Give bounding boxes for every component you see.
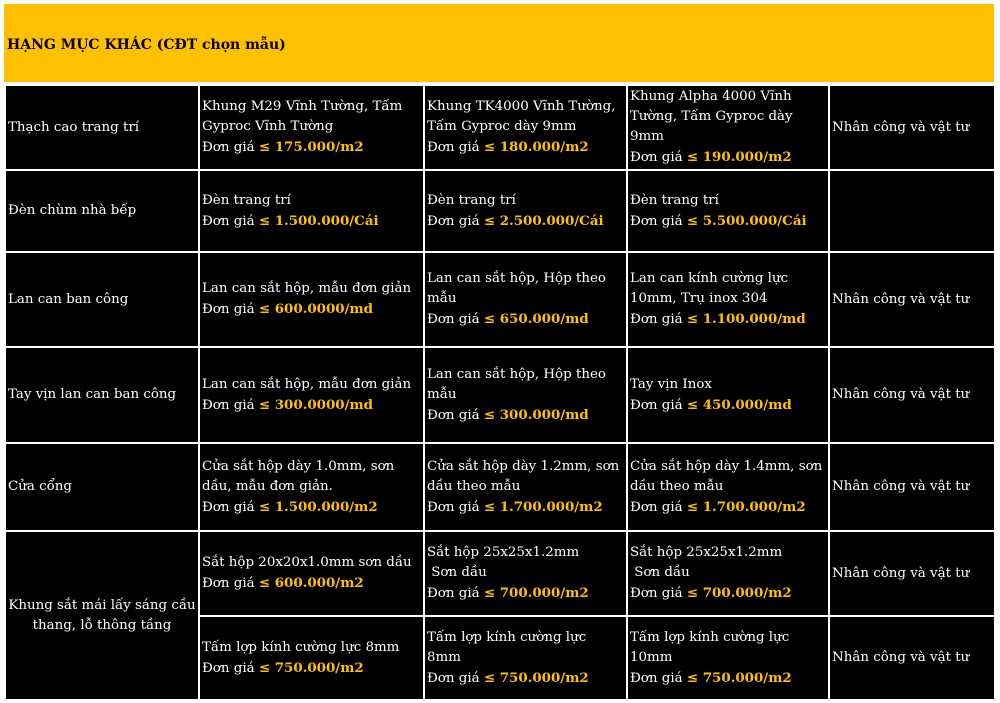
option-price: ≤ 300.0000/md [258, 396, 374, 413]
option-price: ≤ 1.700.000/m2 [483, 498, 603, 515]
option-price: ≤ 600.0000/md [258, 301, 374, 317]
option-price: ≤ 700.000/m2 [686, 585, 792, 601]
option-desc: Sắt hộp 25x25x1.2mm Sơn dầu [427, 545, 580, 580]
option-desc: Cửa sắt hộp dày 1.0mm, sơn dầu, mẫu đơn giản. [202, 458, 395, 494]
option-desc: Tấm lợp kính cường lực 8mm [202, 639, 400, 655]
option-cell [199, 347, 424, 443]
option-price: ≤ 650.000/md [483, 311, 589, 327]
note-cell: Nhân công và vật tư [829, 616, 995, 700]
table-row [5, 531, 995, 616]
option-cell [199, 531, 424, 616]
option-price: ≤ 175.000/m2 [258, 139, 364, 155]
table-row [5, 443, 995, 531]
section-title: HẠNG MỤC KHÁC (CĐT chọn mẫu) [7, 37, 286, 53]
option-cell [424, 347, 627, 443]
option-desc: Sắt hộp 25x25x1.2mm Sơn dầu [630, 545, 783, 580]
price-label: Đơn giá [427, 407, 480, 423]
category-cell: Tay vịn lan can ban công [5, 347, 199, 443]
option-desc: Khung Alpha 4000 Vĩnh Tường, Tấm Gyproc dày 9mm [630, 89, 793, 144]
option-desc: Lan can sắt hộp, mẫu đơn giản [202, 376, 412, 392]
price-label: Đơn giá [427, 312, 480, 327]
price-label: Đơn giá [427, 213, 480, 229]
price-label: Đơn giá [202, 397, 255, 413]
option-desc: Lan can kính cường lực 10mm, Trụ inox 304 [630, 271, 789, 306]
option-price: ≤ 750.000/m2 [258, 659, 364, 676]
table-row [5, 85, 995, 170]
category-cell: Thạch cao trang trí [5, 85, 199, 170]
price-label: Đơn giá [630, 312, 683, 327]
option-cell [199, 252, 424, 347]
price-label: Đơn giá [202, 660, 255, 676]
option-desc: Lan can sắt hộp, mẫu đơn giản [202, 281, 412, 296]
option-desc: Sắt hộp 20x20x1.0mm sơn dầu [202, 555, 412, 570]
option-cell [627, 531, 829, 616]
option-price: ≤ 1.500.000/Cái [258, 212, 379, 229]
option-cell [199, 170, 424, 252]
section-header [4, 4, 994, 82]
price-label: Đơn giá [630, 586, 683, 601]
price-label: Đơn giá [202, 302, 255, 317]
price-label: Đơn giá [427, 586, 480, 601]
option-cell [424, 616, 627, 700]
option-price: ≤ 1.100.000/md [686, 311, 806, 327]
option-cell [627, 347, 829, 443]
price-label: Đơn giá [427, 499, 480, 515]
note-cell: Nhân công và vật tư [829, 252, 995, 347]
option-cell [627, 170, 829, 252]
price-label: Đơn giá [202, 576, 255, 591]
price-label: Đơn giá [202, 213, 255, 229]
option-price: ≤ 1.700.000/m2 [686, 498, 806, 515]
option-price: ≤ 5.500.000/Cái [686, 212, 807, 229]
option-cell [199, 616, 424, 700]
option-desc: Tấm lợp kính cường lực 8mm [427, 629, 587, 665]
option-desc: Tay vịn Inox [630, 376, 712, 392]
option-price: ≤ 300.000/md [483, 406, 589, 423]
option-cell [627, 252, 829, 347]
option-price: ≤ 180.000/m2 [483, 139, 589, 155]
option-cell [627, 443, 829, 531]
price-label: Đơn giá [630, 150, 683, 165]
option-desc: Khung TK4000 Vĩnh Tường, Tấm Gyproc dày 9mm [427, 99, 616, 134]
option-cell [627, 616, 829, 700]
note-cell: Nhân công và vật tư [829, 531, 995, 616]
price-label: Đơn giá [630, 213, 683, 229]
price-table [4, 84, 996, 701]
option-cell [199, 443, 424, 531]
option-desc: Đèn trang trí [630, 192, 719, 208]
option-desc: Tấm lợp kính cường lực 10mm [630, 629, 790, 665]
option-desc: Cửa sắt hộp dày 1.4mm, sơn dầu theo mẫu [630, 458, 823, 494]
category-cell: Lan can ban công [5, 252, 199, 347]
option-cell [424, 252, 627, 347]
option-desc: Đèn trang trí [202, 192, 291, 208]
option-desc: Lan can sắt hộp, Hộp theo mẫu [427, 366, 606, 402]
option-cell [199, 85, 424, 170]
category-cell: Đèn chùm nhà bếp [5, 170, 199, 252]
option-price: ≤ 700.000/m2 [483, 585, 589, 601]
option-desc: Lan can sắt hộp, Hộp theo mẫu [427, 271, 606, 306]
note-cell [829, 170, 995, 252]
table-row [5, 252, 995, 347]
option-price: ≤ 1.500.000/m2 [258, 498, 378, 515]
option-price: ≤ 750.000/m2 [686, 669, 792, 686]
option-desc: Cửa sắt hộp dày 1.2mm, sơn dầu theo mẫu [427, 458, 620, 494]
note-cell: Nhân công và vật tư [829, 347, 995, 443]
price-label: Đơn giá [630, 670, 683, 686]
price-label: Đơn giá [630, 499, 683, 515]
price-label: Đơn giá [427, 140, 480, 155]
note-cell: Nhân công và vật tư [829, 443, 995, 531]
option-cell [424, 85, 627, 170]
table-row [5, 170, 995, 252]
option-cell [424, 170, 627, 252]
option-price: ≤ 2.500.000/Cái [483, 212, 604, 229]
category-cell: Khung sắt mái lấy sáng cầu thang, lỗ thông tầng [5, 531, 199, 700]
price-label: Đơn giá [202, 499, 255, 515]
category-cell: Cửa cổng [5, 443, 199, 531]
option-price: ≤ 750.000/m2 [483, 669, 589, 686]
option-cell [424, 443, 627, 531]
option-desc: Khung M29 Vĩnh Tường, Tấm Gyproc Vĩnh Tường [202, 99, 403, 134]
option-price: ≤ 190.000/m2 [686, 149, 792, 165]
option-desc: Đèn trang trí [427, 192, 516, 208]
option-price: ≤ 600.000/m2 [258, 575, 364, 591]
note-cell: Nhân công và vật tư [829, 85, 995, 170]
price-label: Đơn giá [427, 670, 480, 686]
option-price: ≤ 450.000/md [686, 396, 792, 413]
price-label: Đơn giá [202, 140, 255, 155]
table-row [5, 347, 995, 443]
option-cell [627, 85, 829, 170]
price-label: Đơn giá [630, 397, 683, 413]
option-cell [424, 531, 627, 616]
